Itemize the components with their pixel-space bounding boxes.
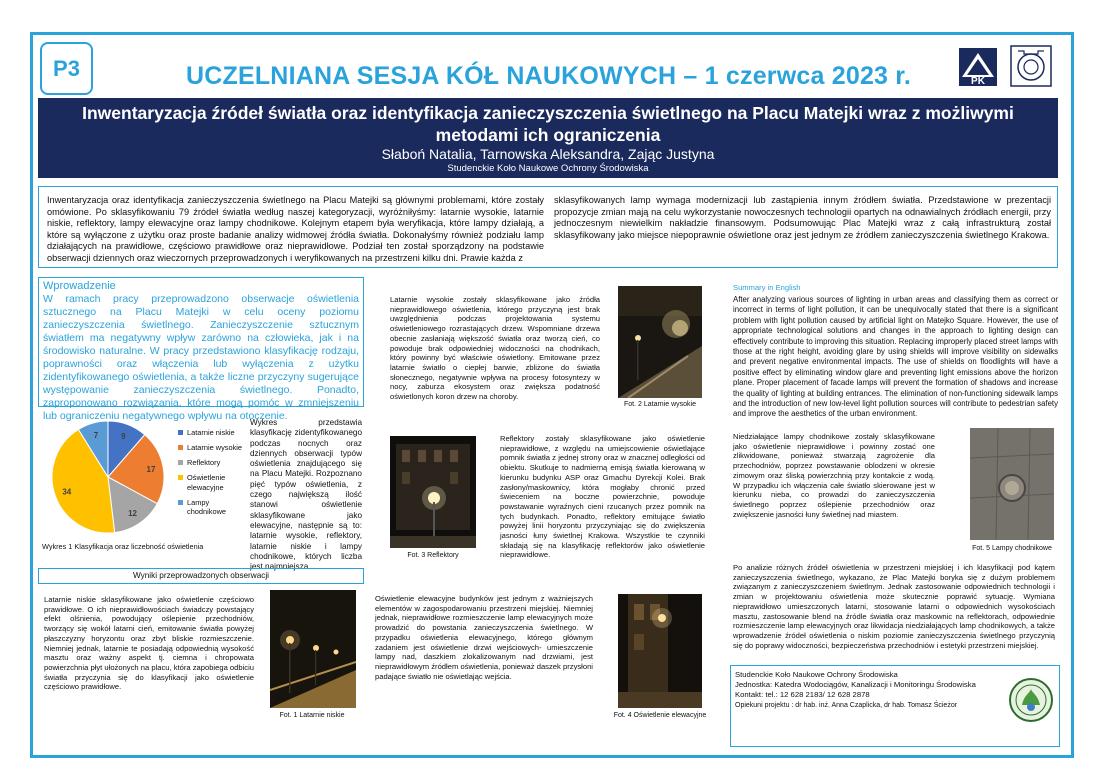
legend-item: Latarnie niskie [178, 428, 248, 438]
session-title: UCZELNIANA SESJA KÓŁ NAUKOWYCH – 1 czerwca 2023 r. [185, 62, 911, 90]
summary-heading: Summary in English [733, 283, 801, 292]
legend-item: Latarnie wysokie [178, 443, 248, 453]
pie-data-label: 12 [128, 509, 137, 519]
abstract-right: sklasyfikowanych lamp wymaga modernizacji lub zastąpienia innym źródłem światła. Przedstawione w prezentacji propozycje zmian mają na celu wykorzystanie nowoczesnych technologii opartych na odnawialnych źródłach energii, przy jednoczesnym niewielkim nakładzie finansowym. Podsumowując Plac Matejki wraz z całą infrastrukturą został sklasyfikowany jako miejsce niepoprawnie oświetlone oraz jest jednym ze źródłem zanieczyszczenia świetlnego Krakowa. [554, 195, 1051, 240]
title-banner [38, 98, 1058, 178]
abstract-box [38, 186, 1058, 268]
legend-item: Reflektory [178, 458, 248, 468]
poster-title: Inwentaryzacja źródeł światła oraz identyfikacja zanieczyszczenia świetlnego na Placu Matejki wraz z możliwymi metodami ich ograniczenia [82, 103, 1014, 145]
photo-sidewalk-lamps [970, 428, 1054, 540]
high-lamps-text: Latarnie wysokie zostały sklasyfikowane jako źródła nieprawidłowego oświetlenia, którego przyczyną jest brak uwzględnienia podczas projektowania systemu oświetleniowego rozrastających drzew. Wspomniane drzewa obecnie zasłaniają większość światła oraz tworzą cień, co powoduje brak odpowiedniej widoczności na chodnikach, który powinny być właściwie oświetlony. Emitowane przez latarnie światło o ciepłej barwie, zbliżone do światła słonecznego, negatywnie wpływa na procesy fotosyntezy w nocy, zaburza ekosystem oraz zwiększa podatność oświetlonych koron drzew na choroby. [390, 295, 600, 402]
photo-low-lamps [270, 590, 356, 708]
fig3-caption: Fot. 3 Reflektory [407, 552, 459, 559]
photo-high-lamps [618, 286, 702, 398]
contact-club: Studenckie Koło Naukowe Ochrony Środowiska [735, 670, 898, 679]
fig1-caption: Fot. 1 Latarnie niskie [279, 712, 345, 719]
svg-text:PK: PK [971, 76, 985, 87]
pie-chart [42, 416, 174, 538]
pie-data-label: 7 [93, 431, 99, 441]
fig2-caption: Fot. 2 Latarnie wysokie [624, 401, 696, 408]
facade-text: Oświetlenie elewacyjne budynków jest jednym z ważniejszych elementów w zagospodarowaniu przestrzeni miejskiej. Niemniej jednak, nieprawidłowe rozmieszczenie lamp elewacyjnych może prowadzić do powstania zanieczyszczenia świetlnego. W przypadku oświetlenia elewacyjnego, którego głównym zadaniem jest oświetlenie drzwi wejściowych- umieszczenie lampy nad, daszkiem zlokalizowanym nad drzwiami, jest nieprawidłowym źródłem oświetlenia, ponieważ daszek przysłoni padające światło nie oświetlając wejścia. [375, 594, 593, 681]
photo-facade [618, 594, 702, 708]
reflectors-text: Reflektory zostały sklasyfikowane jako oświetlenie nieprawidłowe, z względu na umiejscowienie oświetlające pomnik światła z jednej strony oraz w znacznej odległości od obiektu. Skutkuje to nadmierną emisją światła kierowaną w kierunku budynku ASP oraz Gmachu Dyrekcji Kolei. Brak zasłony/maskownicy, która mogłaby chronić przed świeceniem na boczne powierzchnie, powoduje powstawanie wyraźnych cieni rzucanych przez pomnik na tych budynkach. Ponadto, reflektory emitujące światło powyżej linii horyzontu przyczyniając się do zwiększenia jasności łuny świetlnej Krakowa. Wszystkie te czynniki składają się na klasyfikację reflektorów jako oświetlenie nieprawidłowe. [500, 434, 705, 560]
club-name: Studenckie Koło Naukowe Ochrony Środowiska [447, 163, 649, 174]
intro-heading: Wprowadzenie [43, 280, 116, 292]
chart-legend [178, 428, 248, 522]
authors: Słaboń Natalia, Tarnowska Aleksandra, Zając Justyna [381, 146, 715, 162]
legend-item: Oświetlenie elewacyjne [178, 473, 248, 492]
contact-supervisors: Opiekuni projektu : dr hab. inż. Anna Czaplicka, dr hab. Tomasz Ścieżor [735, 701, 958, 709]
fig5-caption: Fot. 5 Lampy chodnikowe [972, 545, 1052, 552]
pie-data-label: 9 [121, 432, 126, 442]
club-logo-icon [1008, 677, 1054, 723]
faculty-seal-icon [1010, 45, 1052, 87]
intro-text: W ramach pracy przeprowadzono obserwacje oświetlenia sztucznego na Placu Matejki w celu oceny poziomu zanieczyszczenia świetlnego. Zanieczyszczenie sztucznym światłem ma negatywny wpływ zarówno na człowieka, jak i na środowisko naturalne. W pracy przedstawiono klasyfikację rodzaju, poprawności oraz włączenia lub wyłączenia z użytku zidentyfikowanego oświetlenia, a także liczne przyczyny sugerujące występowanie zanieczyszczenia świetlnego. Ponadto, zaproponowano rozwiązania, które mogą pomóc w zmniejszeniu lub ograniczeniu negatywnego wpływu na otoczenie. [43, 293, 359, 422]
fig4-caption: Fot. 4 Oświetlenie elewacyjne [613, 712, 707, 719]
low-lamps-text: Latarnie niskie sklasyfikowane jako oświetlenie częściowo prawidłowe. O ich nieprawidłowościach świadczy powstający efekt olśnienia, powodujący oślepienie przechodniów, tworzący się wokół latarni cień, emitowanie światła powyżej płaszczyzny horyzontu oraz zbyt bliskie rozmieszczenie. Niemniej jednak, latarnie te posiadają odpowiednią wysokość masztu oraz ważny aspekt tj. ciemna i chropowata powierzchnia płyt ułożonych na placu, która zapobiega odbiciu światła przyczynia się do klasyfikacji jako oświetlenie częściowo prawidłowe. [44, 595, 254, 692]
chart-description: Wykres przedstawia klasyfikację zidentyfikowanego podczas nocnych oraz dziennych obserwacji typów oświetlenia znajdującego się na Placu Matejki. Rozpoznano pięć typów oświetlenia, z czego największą ilość stanowi oświetlenie sklasyfikowane jako elewacyjne, następnie są to: latarnie wysokie, reflektory, latarnie niskie i lampy chodnikowe, których liczba jest najmniejsza. [250, 418, 362, 572]
pie-data-label: 34 [62, 487, 72, 497]
results-heading: Wyniki przeprowadzonych obserwacji [38, 568, 364, 584]
contact-phone: Kontakt: tel.: 12 628 2183/ 12 628 2878 [735, 690, 870, 700]
sidewalk-lamps-text: Niedziałające lampy chodnikowe zostały sklasyfikowane jako oświetlenie nieprawidłowe i powinny zostać one zlikwidowane, ponieważ stwarzają zagrożenie dla przechodniów, poprzez powstawanie oblodzeni w okresie zimowym oraz śliską powierzchnią przy kontakcie z wodą. W przypadku ich włączenia całe światło skierowane jest w kierunku nieba, co prowadzi do zanieczyszczenia świetlnego poprzez oślepienie przechodniów oraz zwiększenie jasności łuny świetlnej nad miastem. [733, 432, 935, 519]
conclusion-text: Po analizie różnych źródeł oświetlenia w przestrzeni miejskiej i ich klasyfikacji pod kątem zanieczyszczenia świetlnego, wykazano, że Plac Matejki boryka się z dużym problemem związanym z zanieczyszczeniem świetlnym. Jednak zastosowanie odpowiednich technologii i zmian w projektowaniu oświetlenia może skutecznie poprawić sytuację. Wymiana nieprawidłowo umieszczonych latarni, stosowanie latarni o odpowiednich wysokościach masztu, zastosowanie blend na źródle światła oraz maskownic na reflektorach, odpowiednie rozmieszczenie lamp elewacyjnych oraz likwidacja niedziałających lamp chodnikowych, a także wprowadzenie źródeł oświetlenia o niskim poziomie zanieczyszczenia świetlnego przyczynią się do poprawy widoczności, bezpieczeństwa przechodniów i estetyki przestrzeni miejskiej. [733, 563, 1055, 650]
intro-box [38, 277, 364, 422]
legend-item: Lampy chodnikowe [178, 498, 248, 517]
chart-caption: Wykres 1 Klasyfikacja oraz liczebność oświetlenia [42, 542, 204, 551]
poster-badge: P3 [40, 42, 93, 95]
university-logo [958, 47, 998, 87]
contact-unit: Jednostka: Katedra Wodociągów, Kanalizacji i Monitoringu Środowiska [735, 680, 976, 690]
pie-data-label: 17 [146, 465, 156, 475]
summary-text: After analyzing various sources of lighting in urban areas and classifying them as correct or incorrect in terms of light pollution, it can be unequivocally stated that there is a significant problem with light pollution caused by artificial light on Matejko Square. However, the use of appropriate technological solutions and changes in the approach to lighting design can effectively contribute to improving this situation. Replacing improperly placed street lamps with those at the right height, avoiding glare by using shields will improve visibility on sidewalks and prevent negative environmental impacts. The use of shields on floodlights will have a positive effect by eliminating window glare and preventing light emissions above the horizon plane. Proper placement of facade lamps will prevent the formation of shadows and increase the quality of lighting at building entrances. The elimination of non-functioning sidewalk lamps and the introduction of new low-level light pollution sources will contribute to pedestrian safety and improve the aesthetics of the urban environment. [733, 295, 1058, 419]
abstract-left: Inwentaryzacja oraz identyfikacja zanieczyszczenia świetlnego na Placu Matejki są głównymi problemami, które zostały omówione. Po sklasyfikowaniu 79 źródeł światła według naszej kategoryzacji, wyróżniłyśmy: latarnie wysokie, latarnie niskie, reflektory, lampy elewacyjne oraz lampy chodnikowe. Kolejnym etapem była weryfikacja, które lampy działają, a które są wyłączone z użytku oraz proste badanie analizy widmowej źródła światła. Dokonałyśmy również podziału lamp działających na prawidłowe, częściowo prawidłowe oraz nieprawidłowe. Podział ten został sporządzony na podstawie obserwacji dziennych oraz wieczornych przeprowadzonych i weryfikowanych na przestrzeni kilku dni. Prawie każda z [47, 195, 544, 263]
photo-reflectors [390, 436, 476, 548]
